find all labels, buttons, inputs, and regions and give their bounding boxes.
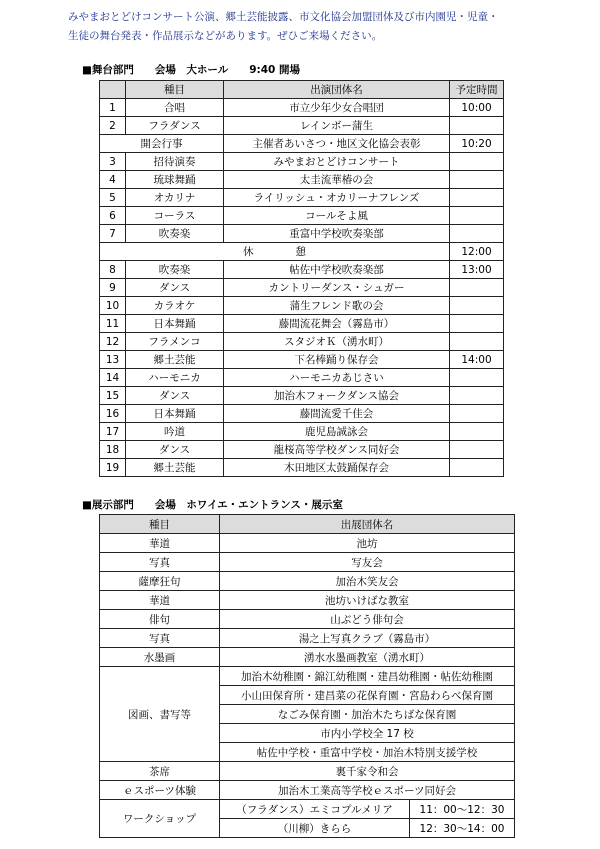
stage-no-cell: 10: [100, 297, 126, 315]
exhibit-table-body: [100, 534, 515, 838]
stage-group-cell: 藤間流花舞会（霧島市）: [224, 315, 450, 333]
stage-table-body: [100, 99, 504, 477]
exhibit-group-cell: 湯之上写真クラブ（霧島市）: [220, 629, 515, 648]
intro-line-1: みやまおとどけコンサート公演、郷土芸能披露、市文化協会加盟団体及び市内園児・児童・: [68, 11, 499, 23]
stage-no-cell: 12: [100, 333, 126, 351]
stage-group-cell: レインボー蒲生: [224, 117, 450, 135]
stage-time-cell: 10:20: [450, 135, 504, 153]
stage-row: [100, 243, 504, 261]
stage-category-cell: 日本舞踊: [126, 315, 224, 333]
exhibit-table: [99, 514, 515, 838]
exhibit-category-cell: 華道: [100, 534, 220, 553]
stage-time-cell: [450, 369, 504, 387]
exhibit-category-cell: 華道: [100, 591, 220, 610]
exhibit-group-cell: 加治木笑友会: [220, 572, 515, 591]
stage-group-cell: 重富中学校吹奏楽部: [224, 225, 450, 243]
exhibit-row: [100, 534, 515, 553]
stage-row: [100, 117, 504, 135]
stage-group-cell: スタジオＫ（湧水町）: [224, 333, 450, 351]
stage-category-cell: ダンス: [126, 387, 224, 405]
stage-row: [100, 423, 504, 441]
stage-group-cell: 帖佐中学校吹奏楽部: [224, 261, 450, 279]
stage-row: [100, 135, 504, 153]
exhibit-group-cell: 湧水水墨画教室（湧水町）: [220, 648, 515, 667]
stage-row: [100, 387, 504, 405]
stage-time-cell: [450, 423, 504, 441]
exhibit-workshop-name-cell: （川柳）きらら: [220, 819, 410, 838]
stage-category-cell: ダンス: [126, 441, 224, 459]
stage-no-cell: 16: [100, 405, 126, 423]
stage-group-cell: みやまおとどけコンサート: [224, 153, 450, 171]
exhibit-row: [100, 781, 515, 800]
exhibit-workshop-category-cell: ワークショップ: [100, 800, 220, 838]
stage-row: [100, 225, 504, 243]
stage-time-cell: [450, 405, 504, 423]
stage-heading: ■舞台部門 会場 大ホール 9:40 開場: [82, 64, 300, 76]
exhibit-row: [100, 572, 515, 591]
exhibit-group-cell: 裏千家令和会: [220, 762, 515, 781]
stage-category-cell: 日本舞踊: [126, 405, 224, 423]
exhibit-group-cell: 山ぶどう俳句会: [220, 610, 515, 629]
exhibit-workshop-name-cell: （フラダンス）エミコプルメリア: [220, 800, 410, 819]
stage-header-group: 出演団体名: [224, 81, 450, 99]
exhibit-row: [100, 667, 515, 686]
stage-category-cell: 吹奏楽: [126, 225, 224, 243]
stage-row: [100, 315, 504, 333]
exhibit-category-cell: 写真: [100, 553, 220, 572]
exhibit-category-cell: 写真: [100, 629, 220, 648]
intro-text: [68, 8, 568, 46]
exhibit-heading: ■展示部門 会場 ホワイエ・エントランス・展示室: [82, 499, 343, 511]
stage-row: [100, 369, 504, 387]
stage-time-cell: [450, 189, 504, 207]
stage-no-cell: 7: [100, 225, 126, 243]
stage-category-cell: 吟道: [126, 423, 224, 441]
stage-no-cell: 9: [100, 279, 126, 297]
exhibit-workshop-row: [100, 800, 515, 819]
stage-group-cell: ライリッシュ・オカリーナフレンズ: [224, 189, 450, 207]
stage-row: [100, 351, 504, 369]
exhibit-group-cell: 写友会: [220, 553, 515, 572]
stage-no-cell: 18: [100, 441, 126, 459]
exhibit-workshop-time-cell: 12：30～14：00: [410, 819, 515, 838]
exhibit-category-cell: 茶席: [100, 762, 220, 781]
stage-group-cell: 藤間流愛千佳会: [224, 405, 450, 423]
stage-row: [100, 459, 504, 477]
stage-row: [100, 189, 504, 207]
stage-row: [100, 153, 504, 171]
exhibit-group-cell: 加治木工業高等学校ｅスポーツ同好会: [220, 781, 515, 800]
stage-time-cell: 14:00: [450, 351, 504, 369]
stage-time-cell: [450, 297, 504, 315]
stage-time-cell: [450, 459, 504, 477]
stage-time-cell: [450, 441, 504, 459]
stage-no-cell: 6: [100, 207, 126, 225]
stage-group-cell: 太圭流華椿の会: [224, 171, 450, 189]
exhibit-art-group-cell: 小山田保育所・建昌菜の花保育園・宮島わらべ保育園: [220, 686, 515, 705]
exhibit-row: [100, 610, 515, 629]
exhibit-workshop-time-cell: 11：00～12：30: [410, 800, 515, 819]
exhibit-row: [100, 629, 515, 648]
stage-group-cell: 蒲生フレンド歌の会: [224, 297, 450, 315]
stage-no-cell: 11: [100, 315, 126, 333]
stage-row: [100, 261, 504, 279]
exhibit-header-category: 種目: [100, 515, 220, 534]
stage-category-cell: 合唱: [126, 99, 224, 117]
exhibit-category-cell: 水墨画: [100, 648, 220, 667]
exhibit-row: [100, 553, 515, 572]
stage-category-cell: コーラス: [126, 207, 224, 225]
exhibit-art-group-cell: 帖佐中学校・重富中学校・加治木特別支援学校: [220, 743, 515, 762]
stage-header-no: [100, 81, 126, 99]
exhibit-row: [100, 591, 515, 610]
stage-no-cell: 1: [100, 99, 126, 117]
stage-time-cell: [450, 153, 504, 171]
stage-table: [99, 80, 504, 477]
stage-no-cell: 4: [100, 171, 126, 189]
stage-group-cell: 鹿児島誠詠会: [224, 423, 450, 441]
stage-time-cell: [450, 333, 504, 351]
stage-category-cell: ハーモニカ: [126, 369, 224, 387]
stage-row: [100, 405, 504, 423]
stage-no-cell: 17: [100, 423, 126, 441]
stage-row: [100, 297, 504, 315]
exhibit-category-cell: 薩摩狂句: [100, 572, 220, 591]
stage-no-cell: 19: [100, 459, 126, 477]
exhibit-category-cell: 俳句: [100, 610, 220, 629]
stage-row: [100, 171, 504, 189]
stage-category-cell: ダンス: [126, 279, 224, 297]
exhibit-art-group-cell: なごみ保育園・加治木たちばな保育園: [220, 705, 515, 724]
stage-category-cell: フラダンス: [126, 117, 224, 135]
stage-group-cell: 下名棒踊り保存会: [224, 351, 450, 369]
stage-no-cell: 8: [100, 261, 126, 279]
stage-category-cell: 郷土芸能: [126, 351, 224, 369]
stage-time-cell: [450, 117, 504, 135]
stage-time-cell: [450, 207, 504, 225]
stage-no-cell: 15: [100, 387, 126, 405]
stage-group-cell: 龍桜高等学校ダンス同好会: [224, 441, 450, 459]
stage-category-cell: 招待演奏: [126, 153, 224, 171]
stage-time-cell: [450, 279, 504, 297]
exhibit-category-cell: ｅスポーツ体験: [100, 781, 220, 800]
stage-header-row: [100, 81, 504, 99]
stage-no-cell: 13: [100, 351, 126, 369]
exhibit-art-group-cell: 加治木幼稚園・錦江幼稚園・建昌幼稚園・帖佐幼稚園: [220, 667, 515, 686]
stage-group-cell: 木田地区太鼓踊保存会: [224, 459, 450, 477]
stage-category-cell: 開会行事: [100, 135, 224, 153]
stage-no-cell: 5: [100, 189, 126, 207]
exhibit-group-cell: 池坊いけばな教室: [220, 591, 515, 610]
stage-category-cell: フラメンコ: [126, 333, 224, 351]
stage-group-cell: 加治木フォークダンス協会: [224, 387, 450, 405]
stage-no-cell: 3: [100, 153, 126, 171]
stage-time-cell: [450, 171, 504, 189]
stage-header-time: 予定時間: [450, 81, 504, 99]
exhibit-row: [100, 762, 515, 781]
stage-header-category: 種目: [126, 81, 224, 99]
stage-time-cell: 12:00: [450, 243, 504, 261]
stage-time-cell: [450, 315, 504, 333]
stage-no-cell: 14: [100, 369, 126, 387]
exhibit-header-group: 出展団体名: [220, 515, 515, 534]
stage-row: [100, 441, 504, 459]
stage-row: [100, 207, 504, 225]
stage-time-cell: 13:00: [450, 261, 504, 279]
stage-category-cell: オカリナ: [126, 189, 224, 207]
exhibit-row: [100, 648, 515, 667]
stage-group-cell: ハーモニカあじさい: [224, 369, 450, 387]
stage-no-cell: 2: [100, 117, 126, 135]
stage-row: [100, 279, 504, 297]
exhibit-header-row: [100, 515, 515, 534]
stage-time-cell: [450, 387, 504, 405]
stage-category-cell: 琉球舞踊: [126, 171, 224, 189]
stage-row: [100, 333, 504, 351]
stage-category-cell: 郷土芸能: [126, 459, 224, 477]
exhibit-art-category-cell: 図画、書写等: [100, 667, 220, 762]
stage-category-cell: カラオケ: [126, 297, 224, 315]
stage-category-cell: 吹奏楽: [126, 261, 224, 279]
stage-group-cell: コールそよ風: [224, 207, 450, 225]
exhibit-art-group-cell: 市内小学校全 17 校: [220, 724, 515, 743]
stage-time-cell: 10:00: [450, 99, 504, 117]
stage-break-cell: 休 憩: [100, 243, 450, 261]
stage-group-cell: カントリーダンス・シュガー: [224, 279, 450, 297]
exhibit-group-cell: 池坊: [220, 534, 515, 553]
intro-line-2: 生徒の舞台発表・作品展示などがあります。ぜひご来場ください。: [68, 30, 383, 42]
stage-time-cell: [450, 225, 504, 243]
stage-group-cell: 市立少年少女合唱団: [224, 99, 450, 117]
stage-group-cell: 主催者あいさつ・地区文化協会表彰: [224, 135, 450, 153]
stage-row: [100, 99, 504, 117]
